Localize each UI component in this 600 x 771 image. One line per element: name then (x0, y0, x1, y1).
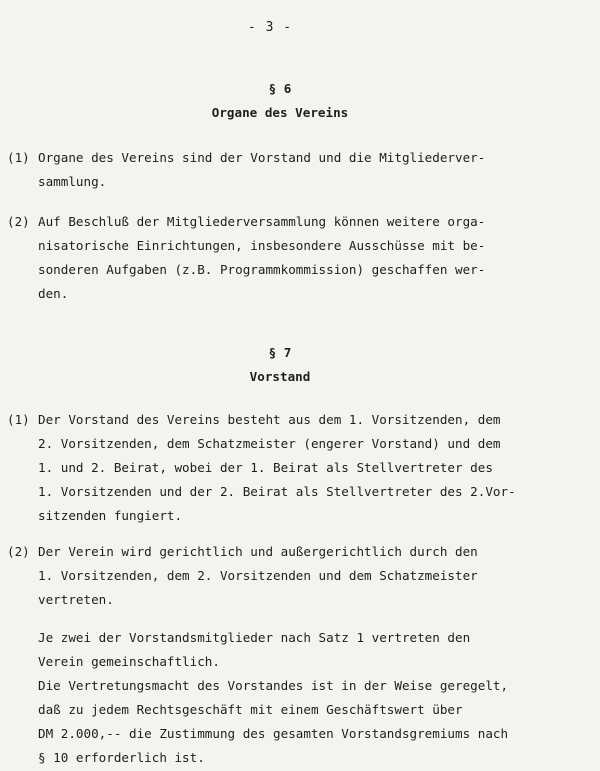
text-line: sitzenden fungiert. (38, 508, 183, 523)
text-line: nisatorische Einrichtungen, insbesondere Ausschüsse mit be- (38, 238, 486, 253)
text-line: Die Vertretungsmacht des Vorstandes ist in der Weise geregelt, (38, 678, 509, 693)
text-line: 1. und 2. Beirat, wobei der 1. Beirat als Stellvertreter des (38, 460, 493, 475)
text-line: DM 2.000,-- die Zustimmung des gesamten Vorstandsgremiums nach (38, 726, 509, 741)
text-line: Auf Beschluß der Mitgliederversammlung können weitere orga- (38, 214, 486, 229)
paragraph-number: (1) (7, 150, 30, 165)
text-line: Der Vorstand des Vereins besteht aus dem 1. Vorsitzenden, dem (38, 412, 501, 427)
section-7-paragraph-2 (7, 540, 597, 612)
section-6-paragraph-2 (7, 210, 597, 306)
paragraph-number: (2) (7, 214, 30, 229)
text-line: Je zwei der Vorstandsmitglieder nach Satz 1 vertreten den (38, 630, 471, 645)
text-line: 1. Vorsitzenden und der 2. Beirat als Stellvertreter des 2.Vor- (38, 484, 516, 499)
text-line: vertreten. (38, 592, 114, 607)
paragraph-number: (1) (7, 412, 30, 427)
paragraph-number: (2) (7, 544, 30, 559)
text-line: den. (38, 286, 69, 301)
section-6-title: Organe des Vereins (211, 105, 349, 120)
section-6-symbol: § 6 (268, 81, 292, 96)
text-line: sammlung. (38, 174, 107, 189)
section-7-paragraph-1 (7, 408, 597, 528)
section-6-paragraph-1 (7, 146, 597, 194)
text-line: 1. Vorsitzenden, dem 2. Vorsitzenden und dem Schatzmeister (38, 568, 478, 583)
page-number: - 3 - (247, 20, 293, 35)
section-7-title: Vorstand (249, 369, 311, 384)
text-line: sonderen Aufgaben (z.B. Programmkommission) geschaffen wer- (38, 262, 486, 277)
text-line: Der Verein wird gerichtlich und außergerichtlich durch den (38, 544, 478, 559)
text-line: 2. Vorsitzenden, dem Schatzmeister (engerer Vorstand) und dem (38, 436, 501, 451)
text-line: Organe des Vereins sind der Vorstand und die Mitgliederver- (38, 150, 486, 165)
text-line: Verein gemeinschaftlich. (38, 654, 220, 669)
text-line: daß zu jedem Rechtsgeschäft mit einem Geschäftswert über (38, 702, 463, 717)
text-line: § 10 erforderlich ist. (38, 750, 205, 765)
section-7-symbol: § 7 (268, 345, 292, 360)
section-7-paragraph-3 (38, 626, 598, 770)
